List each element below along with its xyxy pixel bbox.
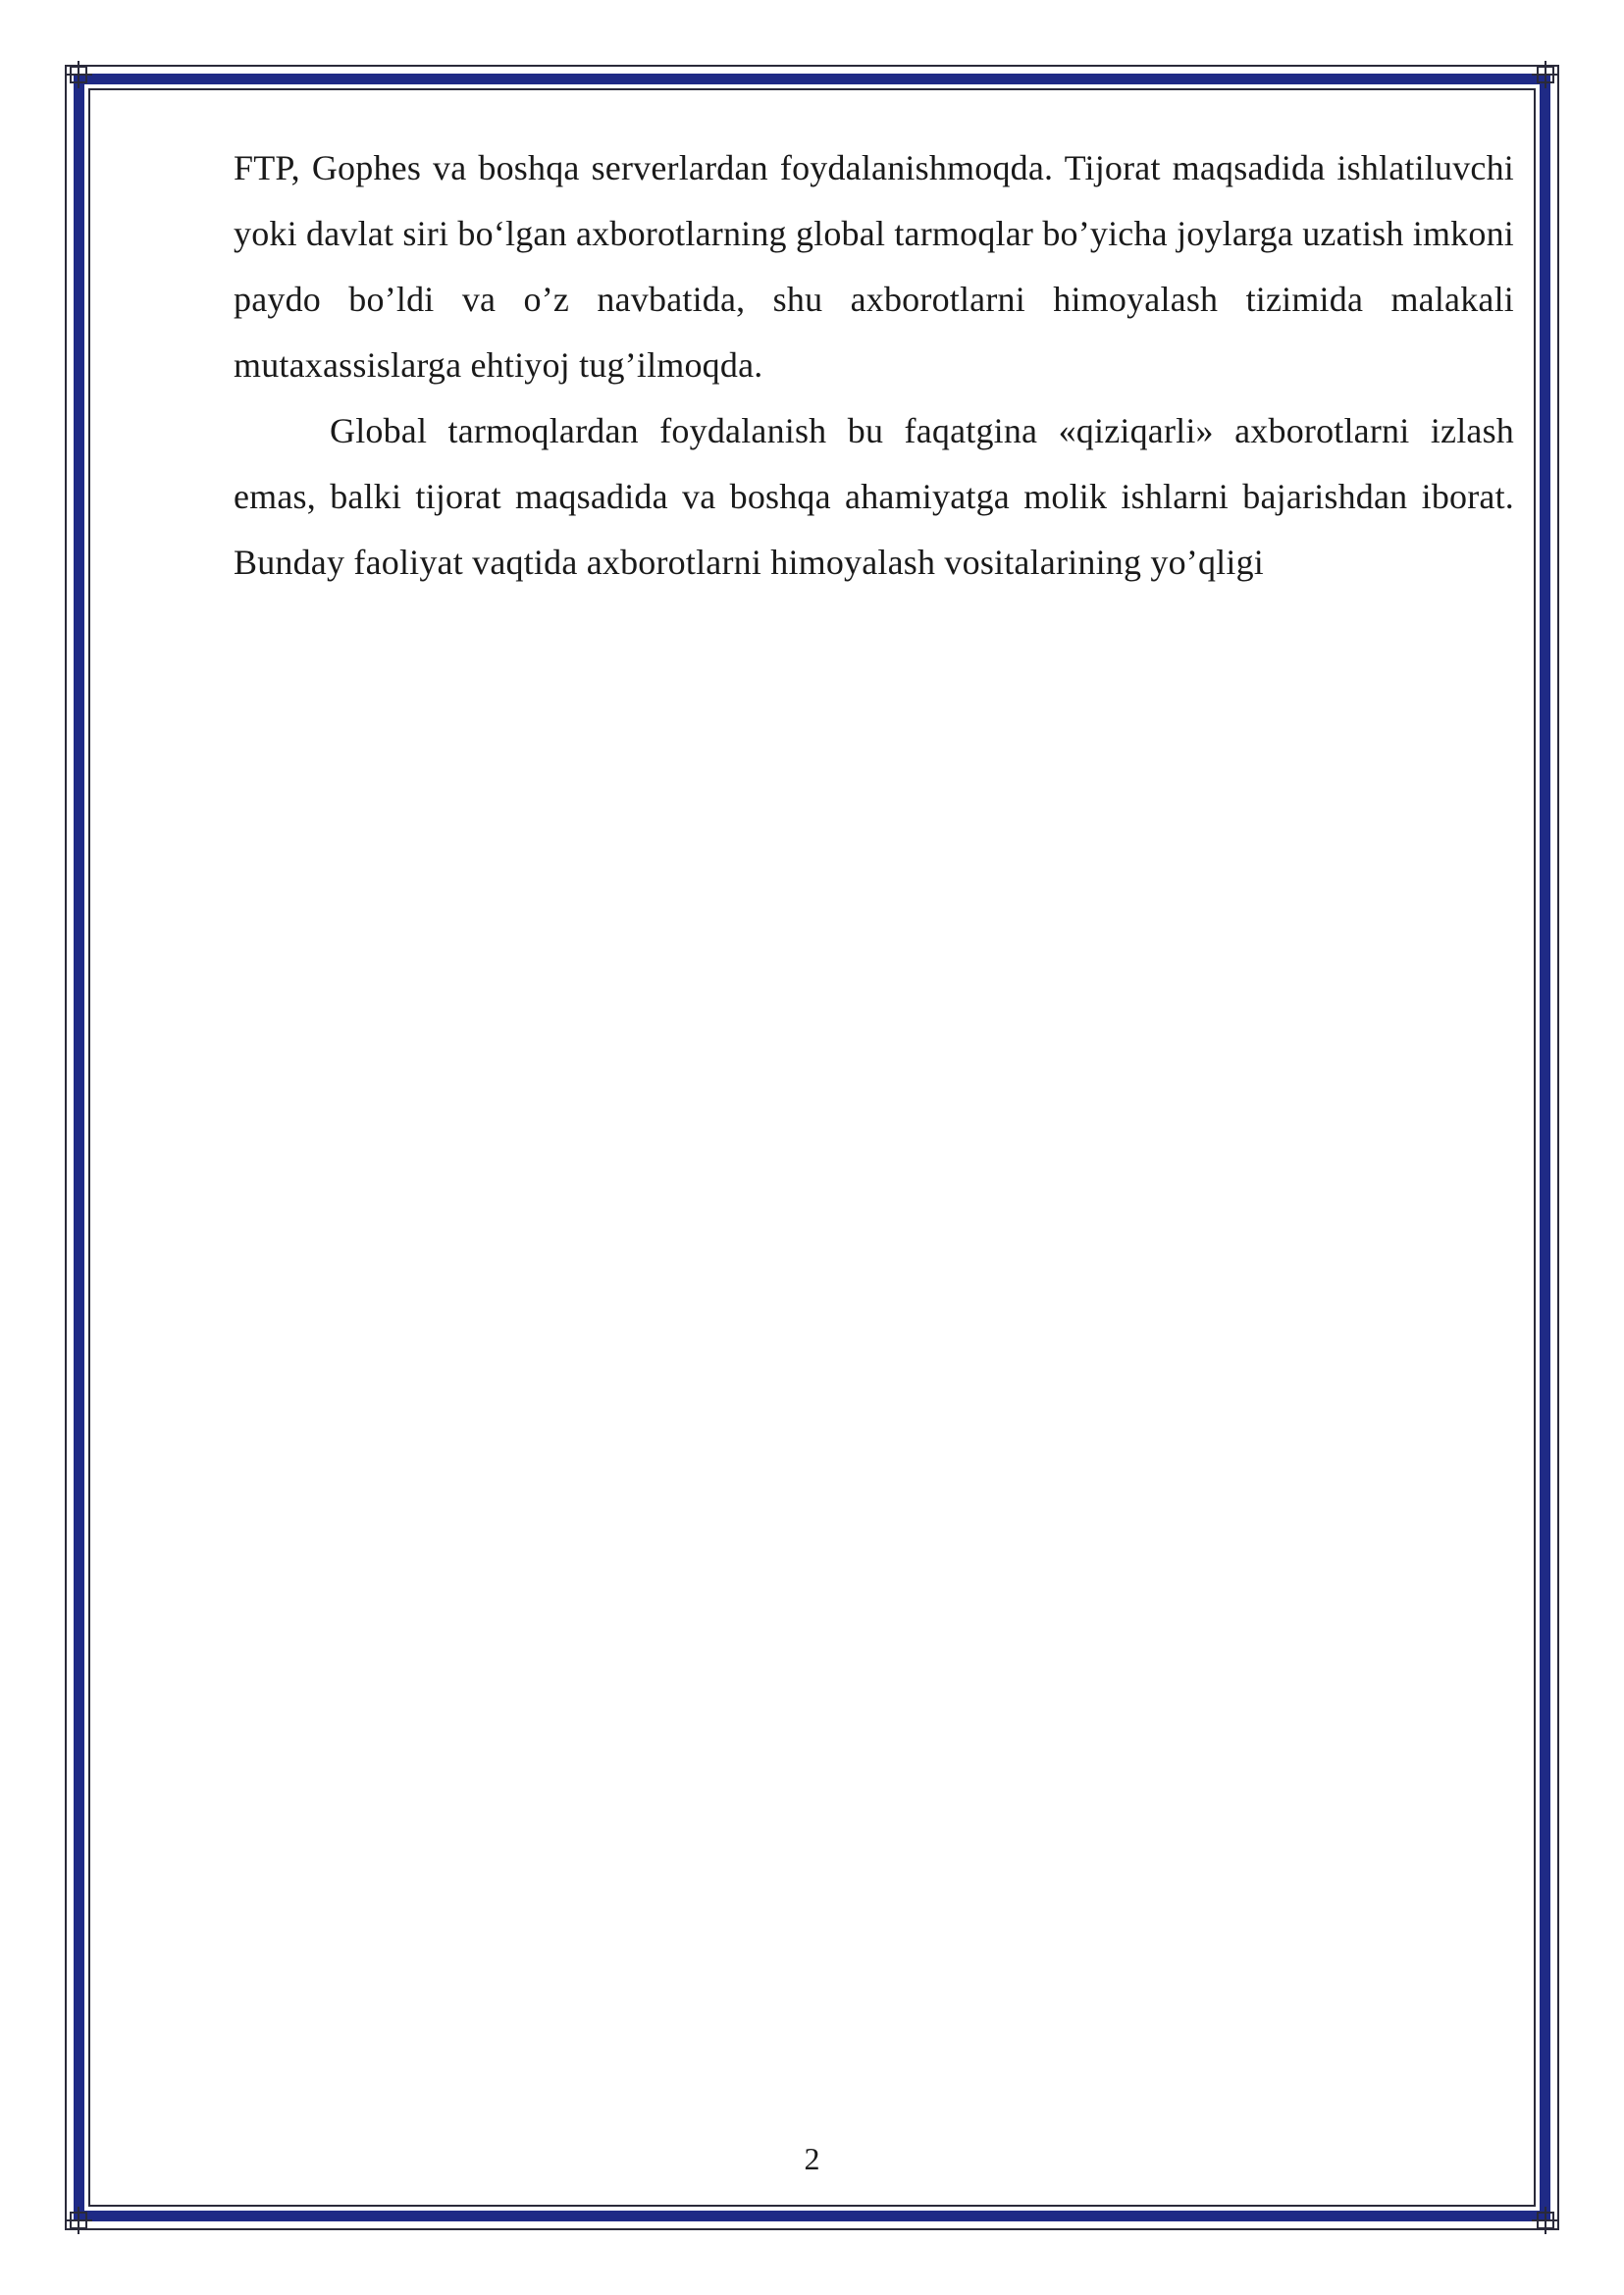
paragraph: Global tarmoqlardan foydalanish bu faqatgina «qiziqarli» axborotlarni izlash emas, balki tijorat maqsadida va boshqa ahamiyatga molik ishlarni bajarishdan iborat. Bunday faoliyat vaqtida axborotlarni himoyalash vositalarining yo’qligi bbox=[234, 411, 1514, 582]
corner-ornament-icon bbox=[65, 2207, 92, 2234]
page-number: 2 bbox=[804, 2141, 820, 2176]
corner-ornament-icon bbox=[1532, 61, 1559, 88]
corner-ornament-icon bbox=[65, 61, 92, 88]
document-body bbox=[234, 135, 1514, 596]
corner-ornament-icon bbox=[1532, 2207, 1559, 2234]
paragraph: FTP, Gophes va boshqa serverlardan foydalanishmoqda. Tijorat maqsadida ishlatiluvchi yoki davlat siri bo‘lgan axborotlarning global tarmoqlar bo’yicha joylarga uzatish imkoni paydo bo’ldi va o’z navbatida, shu axborotlarni himoyalash tizimida malakali mutaxassislarga ehtiyoj tug’ilmoqda. bbox=[234, 148, 1514, 385]
